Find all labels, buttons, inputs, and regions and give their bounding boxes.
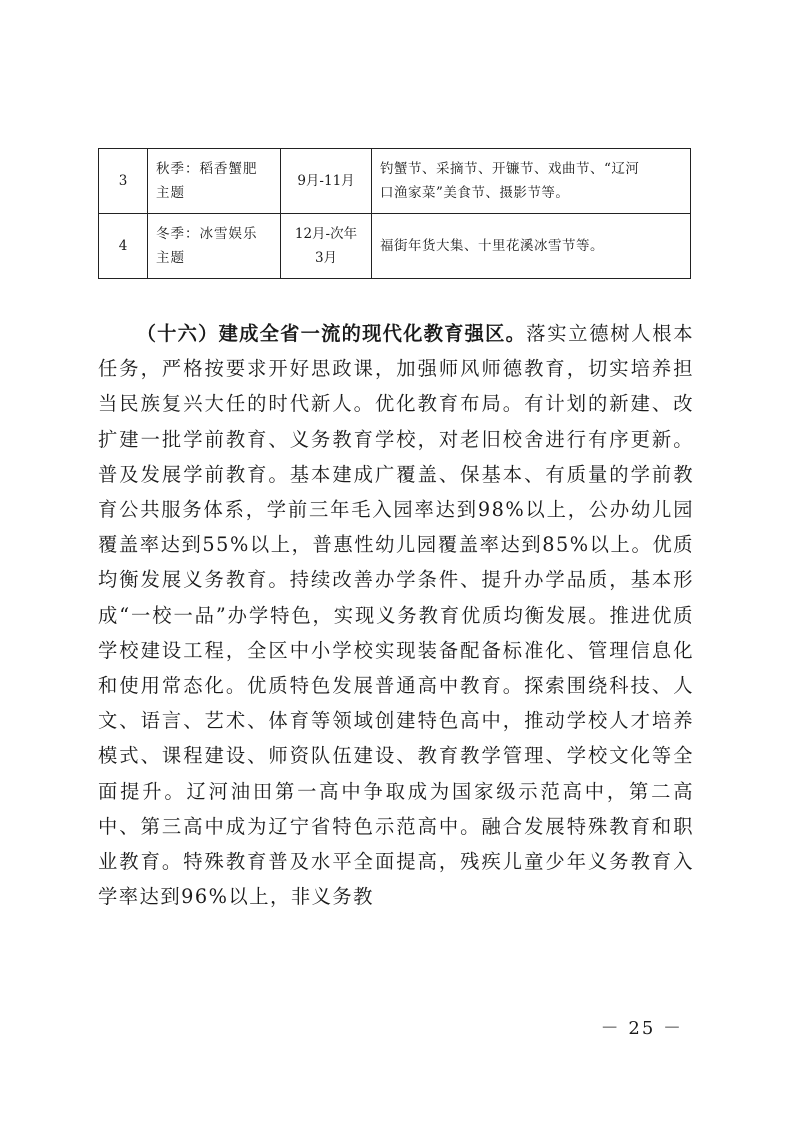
activities (372, 214, 691, 279)
period-line: 3月 (314, 250, 338, 266)
row-number: 3 (99, 149, 148, 214)
season-theme-line: 秋季：稻香蟹肥 (156, 161, 258, 177)
activities-line: 福街年货大集、十里花溪冰雪节等。 (380, 238, 604, 254)
season-theme-line: 冬季：冰雪娱乐 (156, 226, 258, 242)
paragraph-text: 落实立德树人根本任务，严格按要求开好思政课，加强师风师德教育，切实培养担当民族复兴大任的时代新人。优化教育布局。有计划的新建、改扩建一批学前教育、义务教育学校，对老旧校舍进行有序更新。普及发展学前教育。基本建成广覆盖、保基本、有质量的学前教育公共服务体系，学前三年毛入园率达到98%以上，公办幼儿园覆盖率达到55%以上，普惠性幼儿园覆盖率达到85%以上。优质均衡发展义务教育。持续改善办学条件、提升办学品质，基本形成“一校一品”办学特色，实现义务教育优质均衡发展。推进优质学校建设工程，全区中小学校实现装备配备标准化、管理信息化和使用常态化。优质特色发展普通高中教育。探索围绕科技、人文、语言、艺术、体育等领域创建特色高中，推动学校人才培养模式、课程建设、师资队伍建设、教育教学管理、学校文化等全面提升。辽河油田第一高中争取成为国家级示范高中，第二高中、第三高中成为辽宁省特色示范高中。融合发展特殊教育和职业教育。特殊教育普及水平全面提高，残疾儿童少年义务教育入学率达到96%以上，非义务教 (98, 322, 695, 909)
season-theme-line: 主题 (156, 250, 185, 266)
section-body (98, 316, 694, 914)
activities (372, 149, 691, 214)
season-theme (148, 149, 281, 214)
period-line: 12月-次年 (294, 226, 358, 242)
events-table (98, 148, 691, 279)
row-number: 4 (99, 214, 148, 279)
period (281, 149, 372, 214)
page-number: － 25 － (600, 1018, 683, 1039)
section-heading: （十六）建成全省一流的现代化教育强区。 (136, 322, 527, 345)
period-line: 9月-11月 (297, 173, 355, 189)
season-theme-line: 主题 (156, 185, 185, 201)
paragraph (98, 316, 694, 914)
activities-line: 口渔家菜”美食节、摄影节等。 (380, 185, 570, 201)
season-theme (148, 214, 281, 279)
table-row (99, 149, 691, 214)
activities-line: 钓蟹节、采摘节、开镰节、戏曲节、“辽河 (380, 161, 640, 177)
table-row (99, 214, 691, 279)
period (281, 214, 372, 279)
